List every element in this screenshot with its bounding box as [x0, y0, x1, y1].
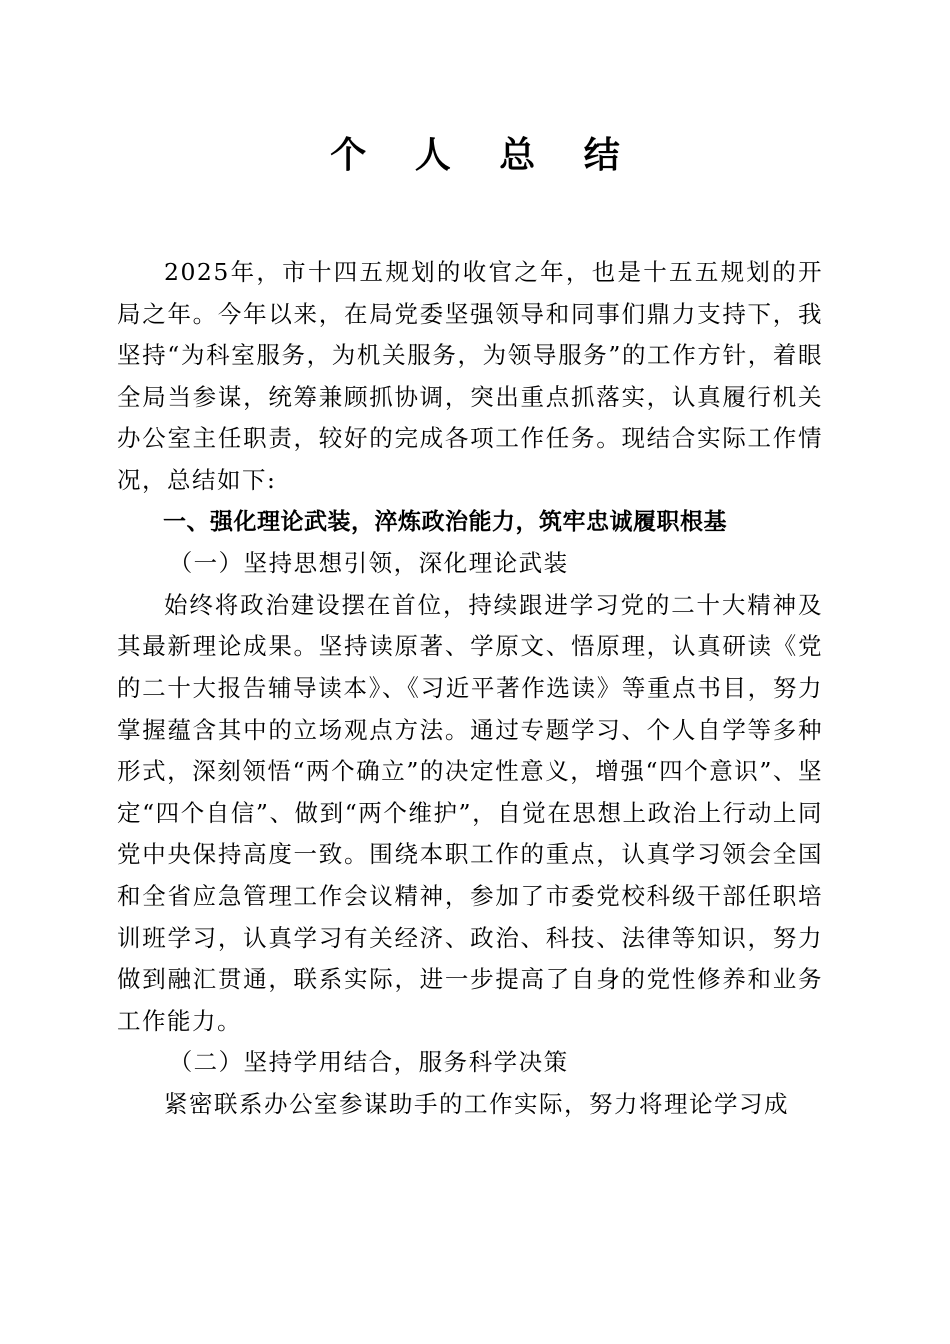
- subsection-1-paragraph: 始终将政治建设摆在首位，持续跟进学习党的二十大精神及其最新理论成果。坚持读原著、学原文、悟原理，认真研读《党的二十大报告辅导读本》、《习近平著作选读》等重点书目，努力掌握蕴含其中的立场观点方法。通过专题学习、个人自学等多种形式，深刻领悟“两个确立”的决定性意义，增强“四个意识”、坚定“四个自信”、做到“两个维护”，自觉在思想上政治上行动上同党中央保持高度一致。围绕本职工作的重点，认真学习领会全国和全省应急管理工作会议精神，参加了市委党校科级干部任职培训班学习，认真学习有关经济、政治、科技、法律等知识，努力做到融汇贯通，联系实际，进一步提高了自身的党性修养和业务工作能力。: [117, 590, 823, 1035]
- subsection-2-paragraph: 紧密联系办公室参谋助手的工作实际，努力将理论学习成: [164, 1089, 789, 1118]
- subsection-1-heading: （一）坚持思想引领，深化理论武装: [168, 549, 569, 578]
- document-body: [117, 252, 823, 1125]
- intro-paragraph: 2025年，市十四五规划的收官之年，也是十五五规划的开局之年。今年以来，在局党委坚强领导和同事们鼎力支持下，我坚持“为科室服务，为机关服务，为领导服务”的工作方针，着眼全局当参谋，统筹兼顾抓协调，突出重点抓落实，认真履行机关办公室主任职责，较好的完成各项工作任务。现结合实际工作情况，总结如下:: [117, 258, 823, 494]
- document-title: 个 人 总 结: [330, 135, 638, 176]
- subsection-2-heading: （二）坚持学用结合，服务科学决策: [168, 1048, 569, 1077]
- section-1-heading: 一、强化理论武装，淬炼政治能力，筑牢忠诚履职根基: [163, 508, 727, 535]
